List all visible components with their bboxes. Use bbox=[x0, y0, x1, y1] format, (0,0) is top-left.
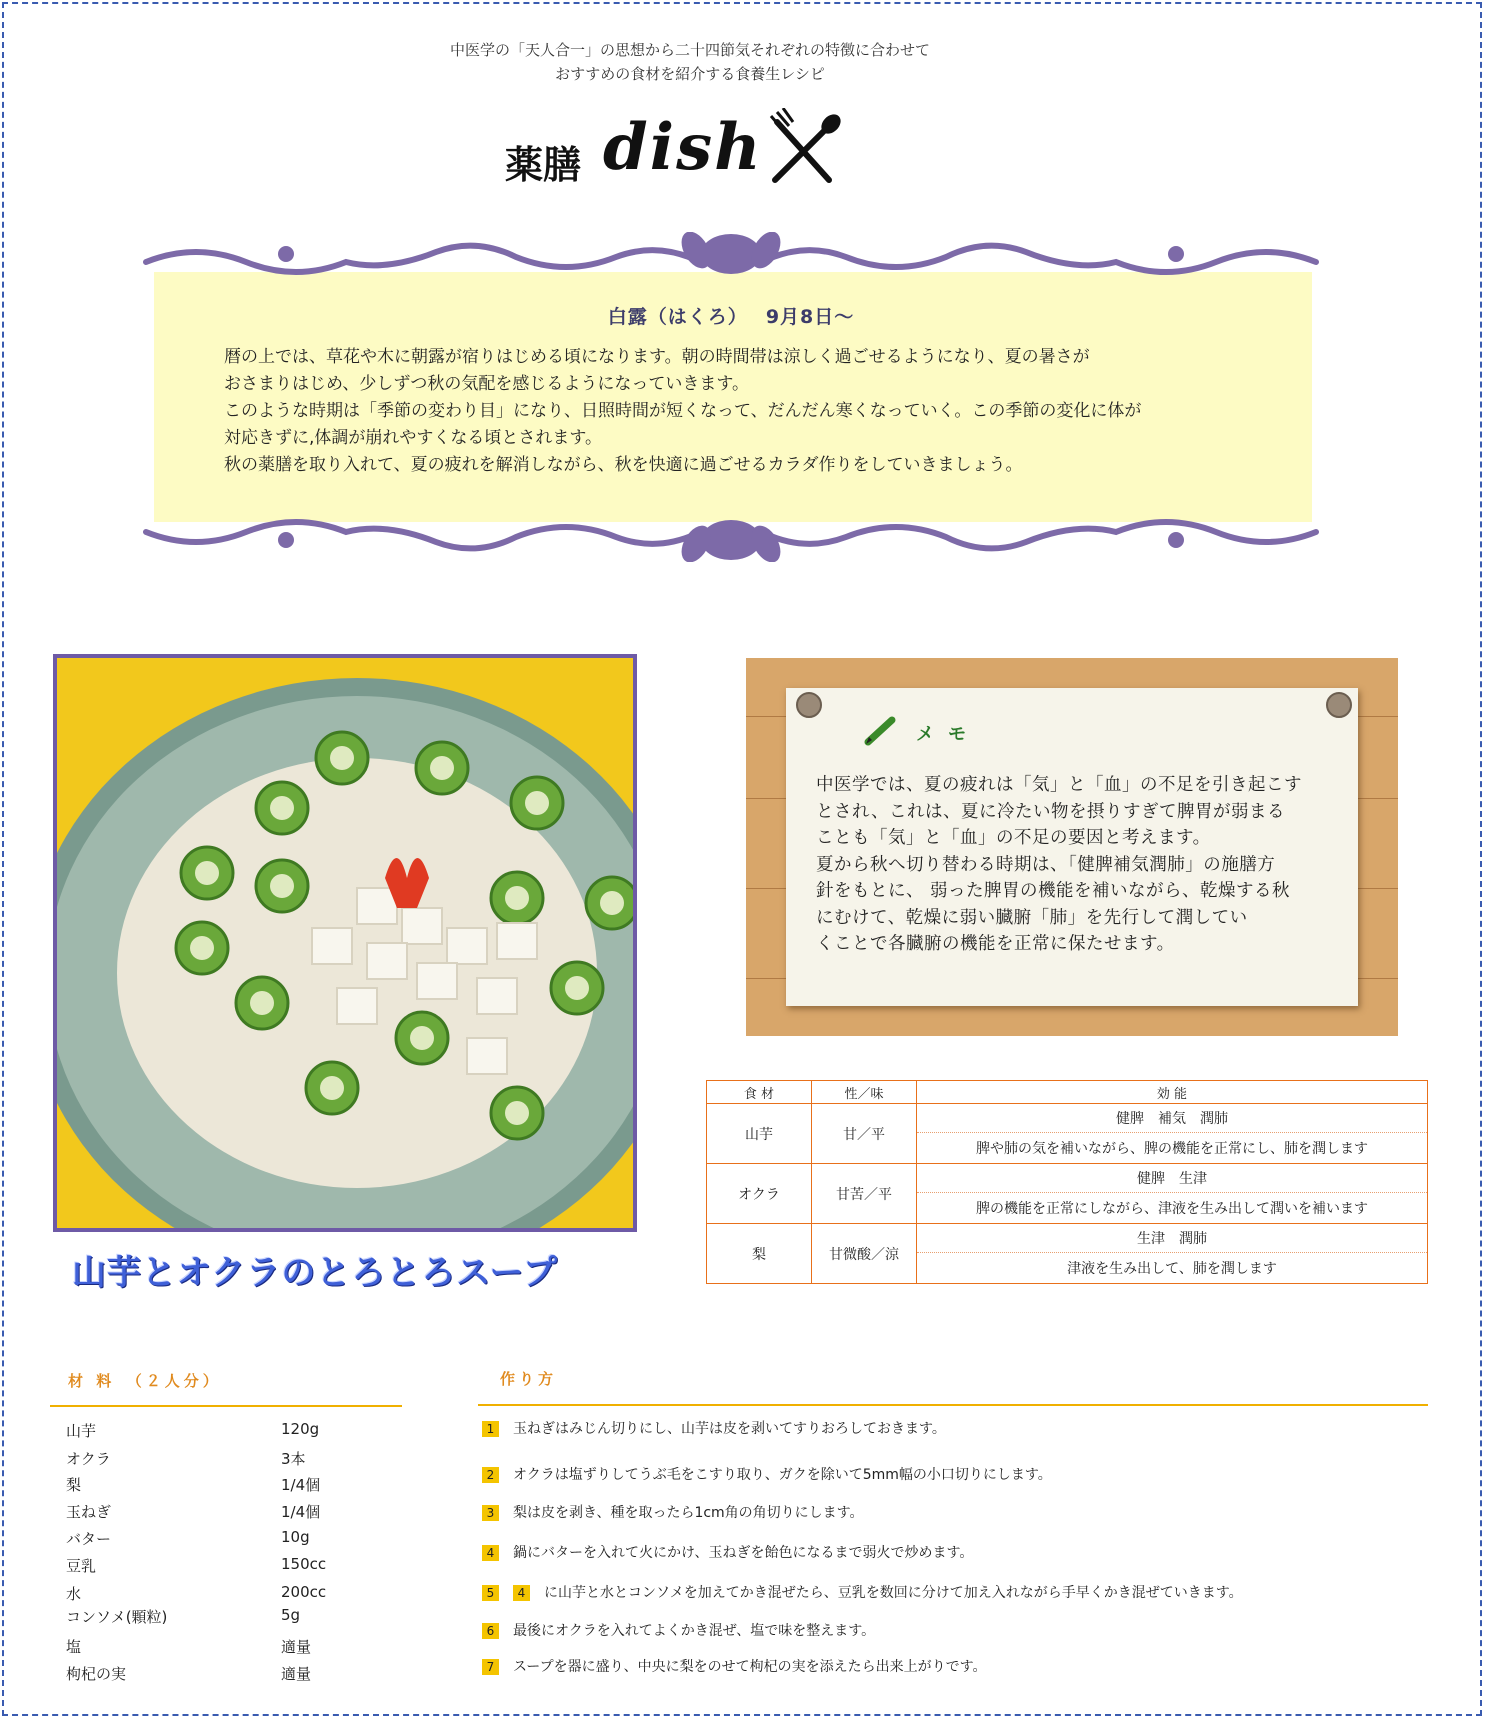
ingredient-name: 玉ねぎ bbox=[66, 1503, 112, 1521]
step-text: 最後にオクラを入れてよくかき混ぜ、塩で味を整えます。 bbox=[513, 1623, 876, 1639]
memo-line: とされ、これは、夏に冷たい物を摂りすぎて脾胃が弱まる bbox=[816, 801, 1286, 822]
pushpin-icon bbox=[1326, 692, 1352, 718]
ingredient-name: 塩 bbox=[66, 1638, 82, 1656]
ingredient-name: コンソメ(顆粒) bbox=[66, 1608, 168, 1626]
memo-line: ことも「気」と「血」の不足の要因と考えます。 bbox=[816, 828, 1211, 848]
step-text: スープを器に盛り、中央に梨をのせて枸杞の実を添えたら出来上がりです。 bbox=[513, 1659, 987, 1675]
season-banner bbox=[136, 232, 1326, 562]
desc-cell: 脾の機能を正常にしながら、津液を生み出して潤いを補います bbox=[917, 1193, 1428, 1224]
list-item bbox=[66, 1474, 366, 1496]
memo-line: くことで各臓腑の機能を正常に保たせます。 bbox=[816, 934, 1175, 954]
step-number: 1 bbox=[482, 1421, 499, 1437]
season-body bbox=[224, 344, 1284, 479]
header-nature: 性／味 bbox=[812, 1081, 917, 1104]
food-cell: 梨 bbox=[707, 1224, 812, 1284]
step-text: に山芋と水とコンソメを加えてかき混ぜたら、豆乳を数回に分けて加え入れながら手早くかき混ぜていきます。 bbox=[544, 1585, 1243, 1601]
ingredient-name: 枸杞の実 bbox=[66, 1665, 127, 1683]
step-text: 鍋にバターを入れて火にかけ、玉ねぎを飴色になるまで弱火で炒めます。 bbox=[513, 1545, 974, 1561]
season-line: おさまりはじめ、少しずつ秋の気配を感じるようになっていきます。 bbox=[224, 374, 749, 394]
header-effect: 効 能 bbox=[917, 1081, 1428, 1104]
pushpin-icon bbox=[796, 692, 822, 718]
ingredient-qty: 200cc bbox=[281, 1583, 327, 1601]
nature-cell: 甘／平 bbox=[812, 1104, 917, 1164]
intro-line-2: おすすめの食材を紹介する食養生レシピ bbox=[555, 65, 825, 83]
step-number: 7 bbox=[482, 1659, 499, 1675]
desc-cell: 津液を生み出して、肺を潤します bbox=[917, 1253, 1428, 1284]
dish-title: 山芋とオクラのとろとろスープ bbox=[72, 1253, 558, 1293]
list-item bbox=[66, 1448, 366, 1470]
list-item bbox=[482, 1542, 973, 1562]
table-row bbox=[707, 1224, 1428, 1253]
memo-line: 針をもとに、 弱った脾胃の機能を補いながら、乾燥する秋 bbox=[816, 881, 1291, 901]
ingredient-qty: 150cc bbox=[281, 1555, 327, 1573]
season-title: 白露（はくろ） 9月8日～ bbox=[607, 306, 855, 328]
ingredients-heading: 材 料 （２人分） bbox=[68, 1372, 222, 1390]
ingredient-qty: 10g bbox=[281, 1528, 310, 1546]
list-item bbox=[66, 1420, 366, 1442]
effect-cell: 生津 潤肺 bbox=[917, 1224, 1428, 1253]
logo bbox=[505, 108, 845, 188]
ingredient-name: 豆乳 bbox=[66, 1557, 97, 1575]
method-heading: 作り方 bbox=[500, 1370, 558, 1388]
list-item bbox=[66, 1663, 366, 1685]
nature-cell: 甘微酸／涼 bbox=[812, 1224, 917, 1284]
list-item bbox=[482, 1582, 1243, 1602]
logo-en: dish bbox=[603, 110, 763, 185]
logo-jp: 薬膳 bbox=[505, 142, 582, 187]
memo-line: にむけて、乾燥に弱い臓腑「肺」を先行して潤してい bbox=[816, 907, 1248, 928]
ingredient-qty: 1/4個 bbox=[281, 1476, 321, 1494]
desc-cell: 脾や肺の気を補いながら、脾の機能を正常にし、肺を潤します bbox=[917, 1133, 1428, 1164]
list-item bbox=[66, 1583, 366, 1605]
step-number: 5 bbox=[482, 1585, 499, 1601]
pencil-icon bbox=[864, 716, 898, 746]
header-food: 食 材 bbox=[707, 1081, 812, 1104]
season-line: 暦の上では、草花や木に朝露が宿りはじめる頃になります。朝の時間帯は涼しく過ごせるようになり、夏の暑さが bbox=[224, 347, 1090, 367]
intro-line-1: 中医学の「天人合一」の思想から二十四節気それぞれの特徴に合わせて bbox=[449, 41, 930, 59]
memo-line: 中医学では、夏の疲れは「気」と「血」の不足を引き起こす bbox=[816, 775, 1302, 795]
table-row bbox=[707, 1104, 1428, 1133]
intro-text bbox=[330, 38, 1050, 86]
effect-cell: 健脾 補気 潤肺 bbox=[917, 1104, 1428, 1133]
list-item bbox=[66, 1528, 366, 1550]
step-text: オクラは塩ずりしてうぶ毛をこすり取り、ガクを除いて5mm幅の小口切りにします。 bbox=[513, 1467, 1052, 1483]
memo-board bbox=[746, 658, 1398, 1036]
fork-spoon-icon bbox=[767, 108, 847, 188]
list-item bbox=[482, 1502, 864, 1522]
food-cell: 山芋 bbox=[707, 1104, 812, 1164]
list-item bbox=[482, 1418, 946, 1438]
ingredient-qty: 3本 bbox=[281, 1450, 306, 1468]
ingredient-qty: 1/4個 bbox=[281, 1503, 321, 1521]
ingredient-name: 山芋 bbox=[66, 1422, 97, 1440]
list-item bbox=[482, 1656, 986, 1676]
effect-cell: 健脾 生津 bbox=[917, 1164, 1428, 1193]
step-number: 3 bbox=[482, 1505, 499, 1521]
step-ref-number: 4 bbox=[513, 1585, 530, 1601]
dish-photo bbox=[53, 654, 637, 1232]
properties-table bbox=[706, 1080, 1428, 1284]
season-line: このような時期は「季節の変わり目」になり、日照時間が短くなって、だんだん寒くなっていく。この季節の変化に体が bbox=[224, 401, 1142, 421]
list-item bbox=[66, 1555, 366, 1577]
list-item bbox=[482, 1620, 875, 1640]
table-row bbox=[707, 1164, 1428, 1193]
list-item bbox=[482, 1464, 1052, 1484]
ingredient-name: バター bbox=[66, 1530, 112, 1548]
food-cell: オクラ bbox=[707, 1164, 812, 1224]
season-line: 対応きずに,体調が崩れやすくなる頃とされます。 bbox=[224, 428, 603, 448]
soup-bowl-illustration bbox=[57, 658, 633, 1228]
step-number: 6 bbox=[482, 1623, 499, 1639]
memo-heading: メモ bbox=[916, 724, 980, 745]
memo-line: 夏から秋へ切り替わる時期は、「健脾補気潤肺」の施膳方 bbox=[816, 854, 1276, 875]
step-number: 4 bbox=[482, 1545, 499, 1561]
list-item bbox=[66, 1501, 366, 1523]
list-item bbox=[66, 1606, 366, 1628]
ingredient-qty: 適量 bbox=[281, 1665, 312, 1683]
table-header-row bbox=[707, 1081, 1428, 1104]
memo-body bbox=[816, 772, 1346, 958]
method-rule bbox=[478, 1404, 1428, 1406]
season-line: 秋の薬膳を取り入れて、夏の疲れを解消しながら、秋を快適に過ごせるカラダ作りをしていきましょう。 bbox=[224, 455, 1023, 475]
ingredient-qty: 120g bbox=[281, 1420, 320, 1438]
step-number: 2 bbox=[482, 1467, 499, 1483]
ingredient-name: オクラ bbox=[66, 1450, 111, 1468]
ingredient-qty: 5g bbox=[281, 1606, 301, 1624]
ingredient-name: 梨 bbox=[66, 1476, 82, 1494]
ingredient-name: 水 bbox=[66, 1585, 82, 1603]
step-text: 玉ねぎはみじん切りにし、山芋は皮を剥いてすりおろしておきます。 bbox=[513, 1421, 946, 1437]
ingredient-qty: 適量 bbox=[281, 1638, 312, 1656]
step-text: 梨は皮を剥き、種を取ったら1cm角の角切りにします。 bbox=[513, 1505, 864, 1521]
ingredients-rule bbox=[50, 1405, 402, 1407]
list-item bbox=[66, 1636, 366, 1658]
nature-cell: 甘苦／平 bbox=[812, 1164, 917, 1224]
